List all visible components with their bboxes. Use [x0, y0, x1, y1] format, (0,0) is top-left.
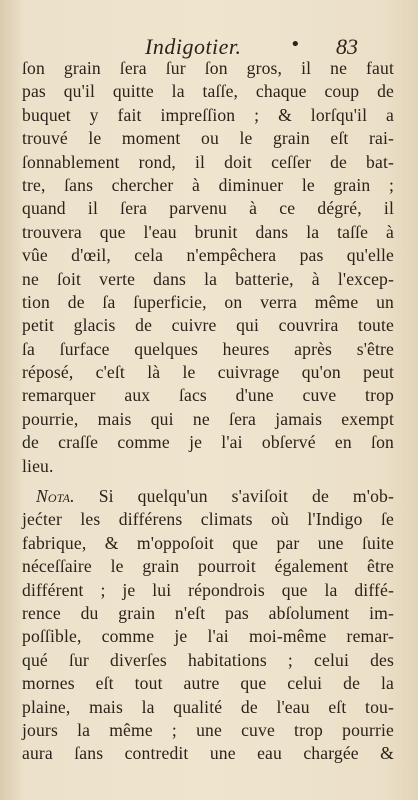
text-line: mornes eſt tout autre que celui de la — [22, 673, 394, 694]
text-line: ſa ſurface quelques heures après s'être — [22, 338, 394, 359]
text-line: de craſſe comme je l'ai obſervé en ſon — [22, 432, 394, 453]
text-line: quand il ſera parvenu à ce dégré, il — [22, 198, 394, 219]
text-line: pourrie, mais qui ne ſera jamais exempt — [22, 408, 394, 429]
text-line: Si quelqu'un s'aviſoit de m'ob- — [98, 486, 394, 507]
text-line: pas qu'il quitte la taſſe, chaque coup de — [22, 81, 394, 102]
text-line: remarquer aux ſacs d'une cuve trop — [22, 385, 394, 406]
text-line: tion de ſa ſuperficie, on verra même un — [22, 291, 394, 312]
text-line: buquet y fait impreſſion ; & lorſqu'il a — [22, 104, 394, 125]
text-line: vûe d'œil, cela n'empêchera pas qu'elle — [22, 245, 394, 266]
text-line: ſon grain ſera ſur ſon gros, il ne faut — [22, 58, 394, 78]
text-line: ſonnablement rond, il doit ceſſer de bat- — [22, 151, 394, 172]
paragraph-gap — [22, 478, 394, 485]
text-line: fabrique, & m'oppoſoit que par une ſuite — [22, 532, 394, 553]
text-line: rence du grain n'eſt pas abſolument im- — [22, 602, 394, 623]
text-line: jours la même ; une cuve trop pourrie — [22, 719, 394, 740]
running-head: Indigotier. — [145, 34, 242, 59]
text-line: trouvera que l'eau brunit dans la taſſe à — [22, 221, 394, 242]
text-line: petit glacis de cuivre qui couvrira toute — [22, 315, 394, 336]
text-line: poſſible, comme je l'ai moi-même remar- — [22, 626, 394, 647]
text-line: différent ; je lui répondrois que la diffé- — [22, 579, 394, 600]
text-line: tre, ſans chercher à diminuer le grain ; — [22, 174, 394, 195]
text-line: jećter les différens climats où l'Indigo ſe — [22, 509, 394, 530]
text-line: néceſſaire le grain pourroit également être — [22, 556, 394, 577]
header-ornament: • — [290, 34, 301, 55]
body-text — [22, 57, 394, 766]
text-line-nota — [22, 485, 394, 508]
text-line: ne ſoit verte dans la batterie, à l'excep- — [22, 268, 394, 289]
text-line: lieu. — [22, 455, 54, 476]
text-line: trouvé le moment ou le grain eſt rai- — [22, 128, 394, 149]
text-line: plaine, mais la qualité de l'eau eſt tou- — [22, 696, 394, 717]
text-line: réposé, c'eſt là le cuivrage qu'on peut — [22, 362, 394, 383]
nota-label: Nota. — [36, 486, 75, 507]
page-number: 83 — [336, 34, 358, 59]
text-line: aura ſans contredit une eau chargée & — [22, 743, 394, 764]
text-line: qué ſur diverſes habitations ; celui des — [22, 649, 394, 670]
